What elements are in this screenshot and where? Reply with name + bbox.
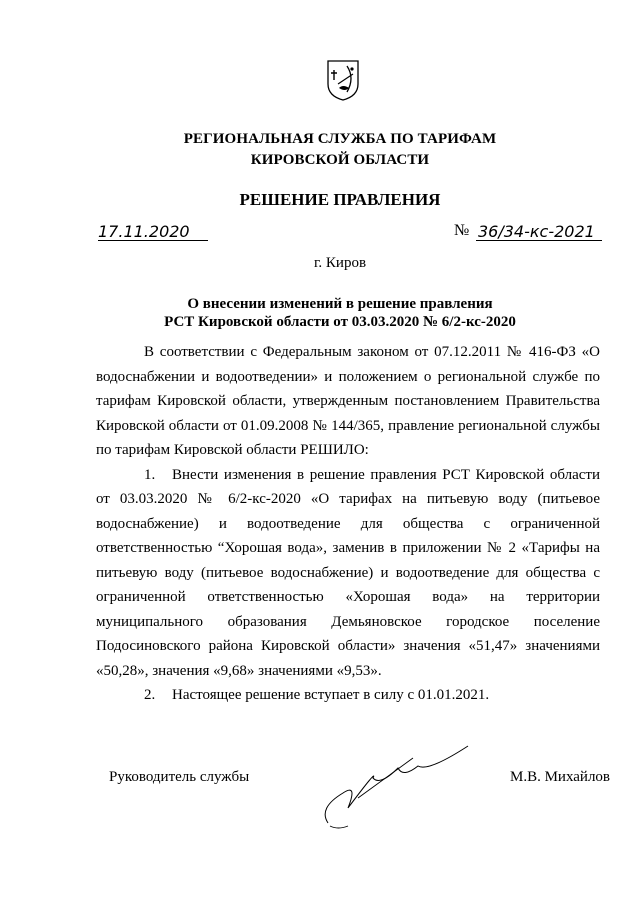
decision-number: 36/34-кс-2021 — [478, 222, 595, 241]
preamble: В соответствии с Федеральным законом от 07.12.2011 № 416-ФЗ «О водоснабжении и водоотведении» и положением о региональной службе по тарифам Кировской области, утвержденным постановлением Правительства Кировской области от 01.09.2008 № 144/365, правление региональной службы по тарифам Кировской области РЕШИЛО: — [96, 344, 600, 458]
city: г. Киров — [313, 255, 367, 271]
org-name-line2: КИРОВСКОЙ ОБЛАСТИ — [250, 152, 430, 168]
item-number: 1. — [144, 466, 156, 483]
org-name-line1: РЕГИОНАЛЬНАЯ СЛУЖБА ПО ТАРИФАМ — [183, 131, 497, 147]
coat-of-arms-icon — [325, 58, 361, 102]
subject-line2: РСТ Кировской области от 03.03.2020 № 6/2-кс-2020 — [164, 314, 516, 330]
signature-icon — [318, 738, 493, 833]
decision-date: 17.11.2020 — [98, 222, 190, 241]
document-body — [96, 340, 600, 708]
date-underline — [98, 240, 208, 241]
list-item — [96, 683, 600, 708]
item-text: Настоящее решение вступает в силу с 01.01.2021. — [172, 687, 490, 703]
number-underline — [476, 240, 602, 241]
signer-role: Руководитель службы — [109, 769, 250, 785]
item-number: 2. — [144, 687, 156, 703]
subject-line1: О внесении изменений в решение правления — [187, 296, 493, 312]
item-text: Внести изменения в решение правления РСТ Кировской области от 03.03.2020 № 6/2-кс-2020 «О тарифах на питьевую воду (питьевое водоснабжение) и водоотведение для общества с ограниченной ответственностью “Хорошая вода», заменив в приложении № 2 «Тарифы на питьевую воду (питьевое водоснабжение) и водоотведение для общества с ограниченной ответственностью «Хорошая вода» на территории муниципального образования Демьяновское городское поселение Подосиновского района Кировской области» значения «51,47» значениями «50,28», значения «9,68» значениями «9,53». — [96, 466, 600, 679]
number-label: № — [454, 222, 470, 239]
list-item — [96, 463, 600, 684]
signer-name: М.В. Михайлов — [510, 769, 611, 785]
document-title: РЕШЕНИЕ ПРАВЛЕНИЯ — [239, 190, 441, 209]
